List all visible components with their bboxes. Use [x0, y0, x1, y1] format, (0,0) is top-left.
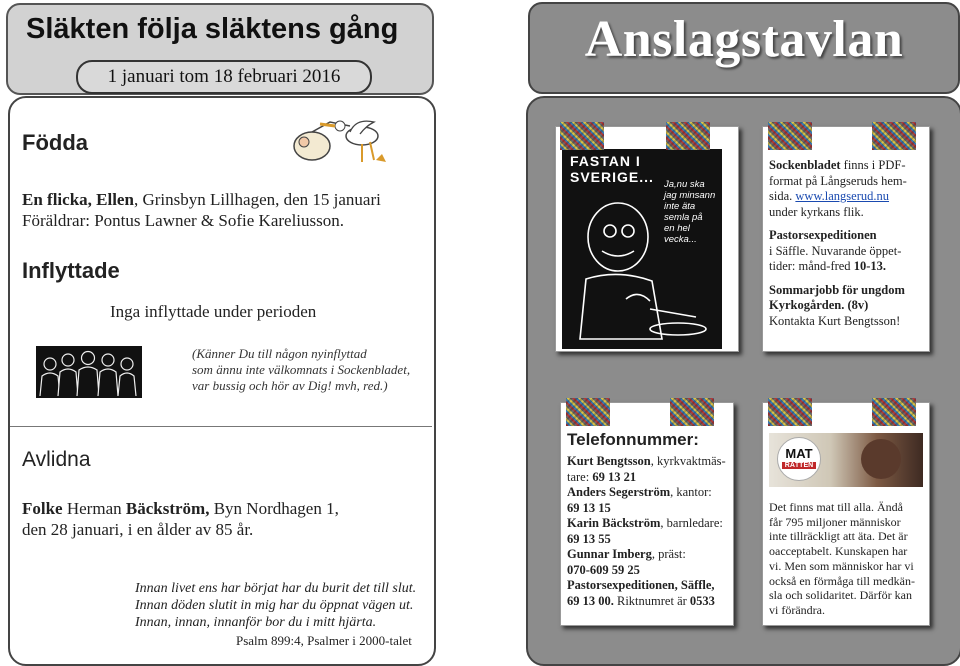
pin-icon [872, 122, 916, 150]
matratten-photo [769, 433, 923, 487]
right-title-box [528, 2, 960, 94]
pin-icon [666, 122, 710, 150]
website-link[interactable]: www.langserud.nu [795, 189, 890, 203]
avlidna-line2: den 28 januari, i en ålder av 85 år. [22, 520, 254, 539]
verse: Innan livet ens har börjat har du burit det till slut. Innan döden slutit in mig har du öppnat vägen ut. Innan, innan, innanför bor du i mitt hjärta. [135, 581, 417, 630]
avlidna-line1: Folke Herman Bäckström, Byn Nordhagen 1, [22, 499, 339, 518]
info-card: Sockenbladet finns i PDF- format på Långseruds hem- sida. www.langserud.nu under kyrkans flik. Pastorsexpeditionen i Säffle. Nuvarande öppet- tider: månd-fred 10-13. Sommarjobb för ungdom Kyrkogården. (8v) Kontakta Kurt Bengtsson! [762, 126, 930, 352]
cartoon-man-icon [566, 189, 716, 347]
child-photo [861, 439, 901, 479]
pin-icon [566, 398, 610, 426]
inflyttade-text: Inga inflyttade under perioden [110, 302, 317, 321]
pin-icon [768, 398, 812, 426]
pin-icon [560, 122, 604, 150]
cartoon-image: FASTAN I SVERIGE... Ja,nu ska jag minsann inte äta semla på en hel vecka... [562, 149, 722, 349]
matratten-card: MAT RÄTTEN Det finns mat till alla. Ändå får 795 miljoner människor inte tillräckligt att äta. Det är oacceptabelt. Kunskapen har vi. Men som människor har vi också en förmåga till medkän- sla och solidaritet. Därför kan vi förändra. [762, 402, 930, 626]
pin-icon [670, 398, 714, 426]
stork-icon [290, 112, 394, 168]
pin-icon [768, 122, 812, 150]
fodda-heading: Födda [22, 130, 88, 155]
board-title: Anslagstavlan [584, 11, 904, 68]
page-title: Släkten följa släktens gång [26, 13, 399, 45]
fodda-line2: Föräldrar: Pontus Lawner & Sofie Kareliusson. [22, 211, 344, 230]
people-group-icon [36, 346, 142, 398]
avlidna-heading: Avlidna [22, 448, 91, 471]
matratten-logo: MAT RÄTTEN [777, 437, 821, 481]
cartoon-card [555, 126, 739, 352]
telefon-card: Telefonnummer: Kurt Bengtsson, kyrkvaktmäs- tare: 69 13 21 Anders Segerström, kantor: 69 13 15 Karin Bäckström, barnledare: 69 13 55 Gunnar Imberg, präst: 070-609 59 25 Pastorsexpeditionen, Säffle, 69 13 00. Riktnumret är 0533 [560, 402, 734, 626]
pin-icon [872, 398, 916, 426]
date-range-badge: 1 januari tom 18 februari 2016 [76, 60, 372, 94]
speech-bubble: Ja,nu ska jag minsann inte äta semla på en hel vecka... [664, 179, 716, 245]
psalm-reference: Psalm 899:4, Psalmer i 2000-talet [236, 633, 412, 648]
inflyttade-note: (Känner Du till någon nyinflyttad som ännu inte välkomnats i Sockenbladet, var bussig och hör av Dig! mvh, red.) [192, 346, 411, 393]
telefon-heading: Telefonnummer: [567, 430, 699, 449]
fodda-line1: En flicka, Ellen, Grinsbyn Lillhagen, den 15 januari [22, 190, 381, 209]
divider [10, 426, 432, 427]
inflyttade-heading: Inflyttade [22, 258, 120, 283]
